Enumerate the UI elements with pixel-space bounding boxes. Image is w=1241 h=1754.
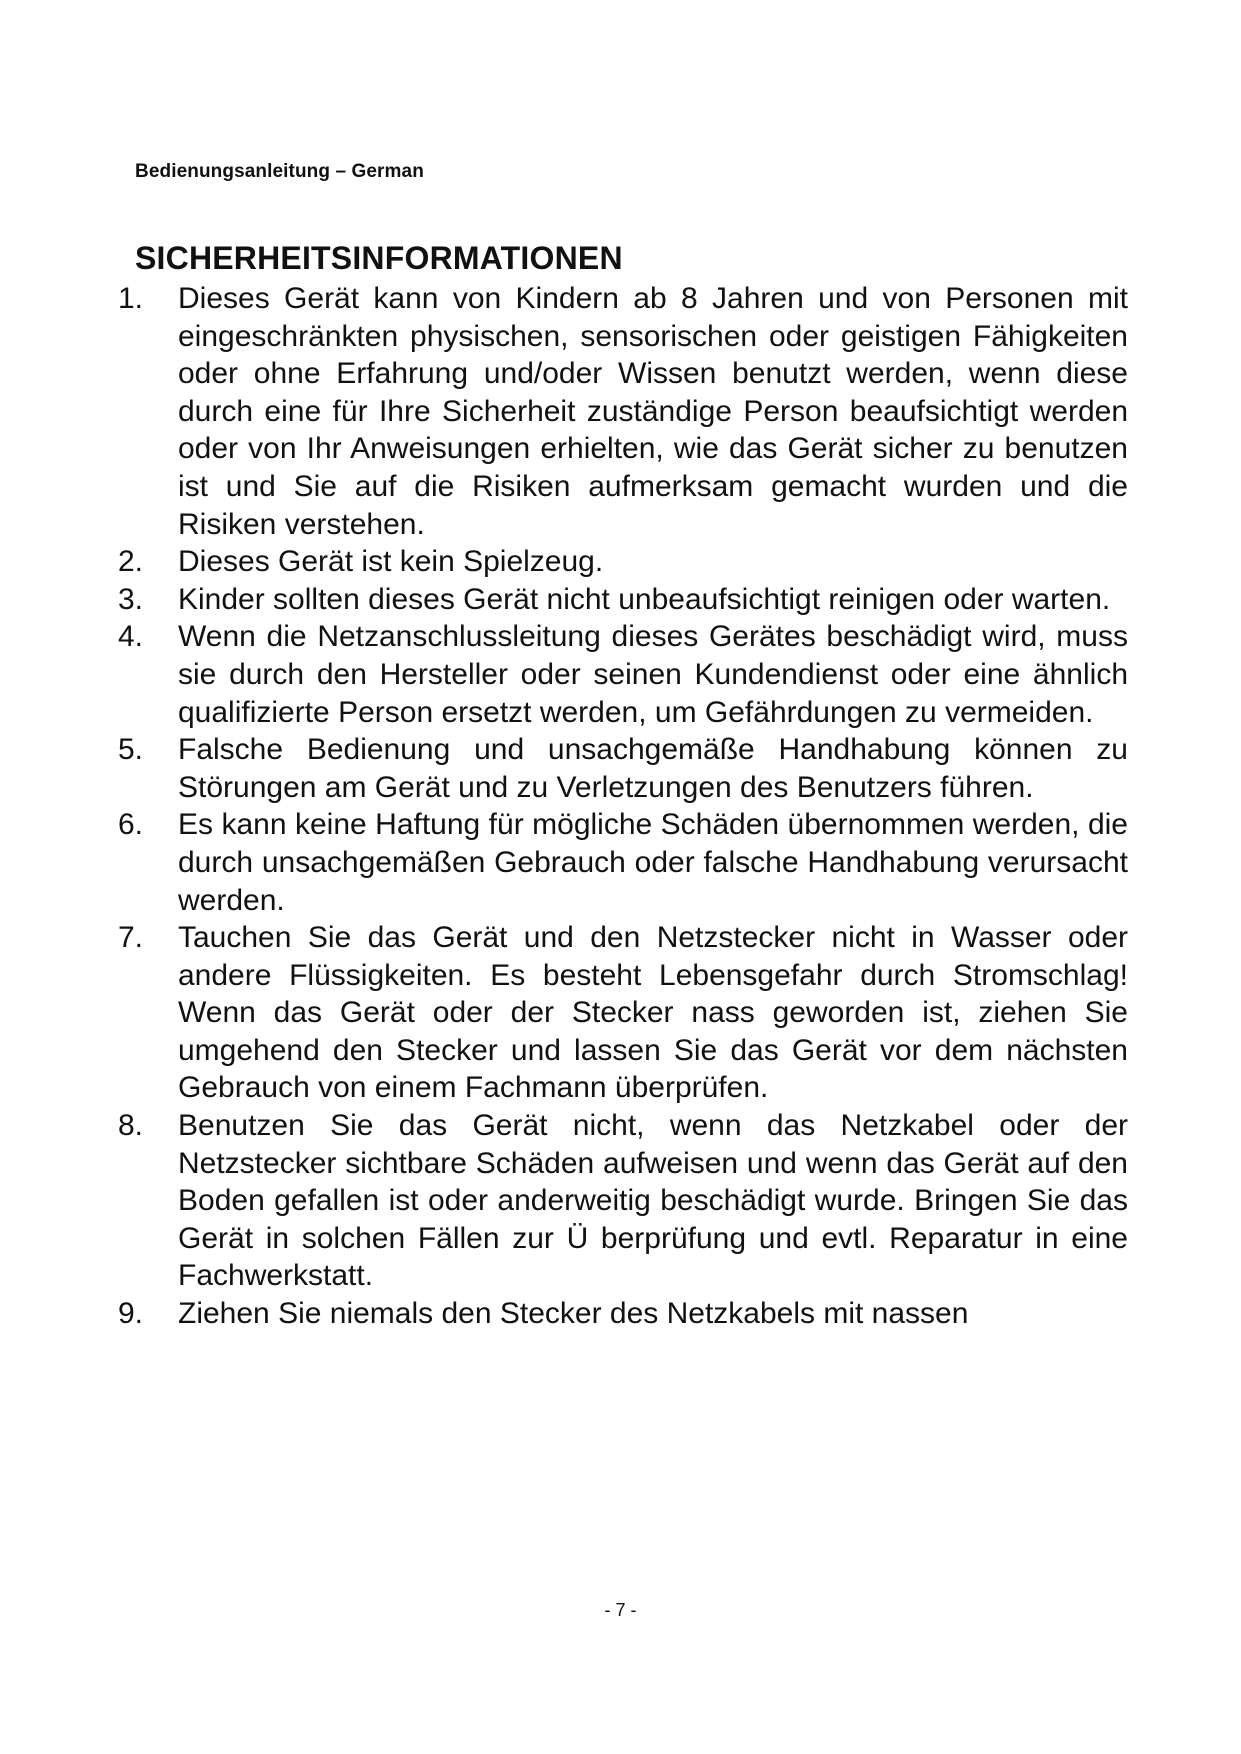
item-text: Wenn die Netzanschlussleitung dieses Gerätes beschädigt wird, muss sie durch den Hersteller oder seinen Kundendienst oder eine ähnlich qualifizierte Person ersetzt werden, um Gefährdungen zu vermeiden. xyxy=(178,620,1128,729)
item-text: Falsche Bedienung und unsachgemäße Handhabung können zu Störungen am Gerät und zu Verletzungen des Benutzers führen. xyxy=(178,733,1128,804)
list-item xyxy=(118,581,1128,619)
list-item xyxy=(118,280,1128,543)
item-text: Dieses Gerät ist kein Spielzeug. xyxy=(178,545,604,579)
item-text: Es kann keine Haftung für mögliche Schäden übernommen werden, die durch unsachgemäßen Gebrauch oder falsche Handhabung verursacht werden. xyxy=(178,808,1128,917)
list-item xyxy=(118,919,1128,1107)
item-number: 4. xyxy=(118,620,144,654)
safety-instructions-list xyxy=(118,280,1128,1333)
page-number: - 7 - xyxy=(604,1600,637,1620)
section-title: SICHERHEITSINFORMATIONEN xyxy=(135,240,623,276)
document-language-label: Bedienungsanleitung – German xyxy=(135,161,424,182)
list-item xyxy=(118,1107,1128,1295)
item-number: 2. xyxy=(118,545,144,579)
list-item xyxy=(118,731,1128,806)
item-number: 8. xyxy=(118,1109,144,1143)
item-number: 1. xyxy=(118,282,144,315)
list-item xyxy=(118,618,1128,731)
item-number: 7. xyxy=(118,921,144,955)
item-text: Kinder sollten dieses Gerät nicht unbeaufsichtigt reinigen oder warten. xyxy=(178,582,1111,616)
list-item xyxy=(118,806,1128,919)
item-text: Dieses Gerät kann von Kindern ab 8 Jahren und von Personen mit eingeschränkten physischen, sensorischen oder geistigen Fähigkeiten oder ohne Erfahrung und/oder Wissen benutzt werden, wenn diese durch eine für Ihre Sicherheit zuständige Person beaufsichtigt werden oder von Ihr Anweisungen erhielten, wie das Gerät sicher zu benutzen ist und Sie auf die Risiken aufmerksam gemacht wurden und die Risiken verstehen. xyxy=(178,282,1128,541)
list-item xyxy=(118,543,1128,581)
item-text: Benutzen Sie das Gerät nicht, wenn das Netzkabel oder der Netzstecker sichtbare Schäden aufweisen und wenn das Gerät auf den Boden gefallen ist oder anderweitig beschädigt wurde. Bringen Sie das Gerät in solchen Fällen zur Ü berprüfung und evtl. Reparatur in eine Fachwerkstatt. xyxy=(178,1109,1128,1293)
item-number: 9. xyxy=(118,1297,144,1331)
item-number: 6. xyxy=(118,808,144,842)
item-number: 3. xyxy=(118,582,144,616)
item-number: 5. xyxy=(118,733,144,767)
list-item xyxy=(118,1295,1128,1333)
item-text: Tauchen Sie das Gerät und den Netzstecker nicht in Wasser oder andere Flüssigkeiten. Es besteht Lebensgefahr durch Stromschlag! Wenn das Gerät oder der Stecker nass geworden ist, ziehen Sie umgehend den Stecker und lassen Sie das Gerät vor dem nächsten Gebrauch von einem Fachmann überprüfen. xyxy=(178,921,1128,1105)
item-text: Ziehen Sie niemals den Stecker des Netzkabels mit nassen xyxy=(178,1297,969,1331)
